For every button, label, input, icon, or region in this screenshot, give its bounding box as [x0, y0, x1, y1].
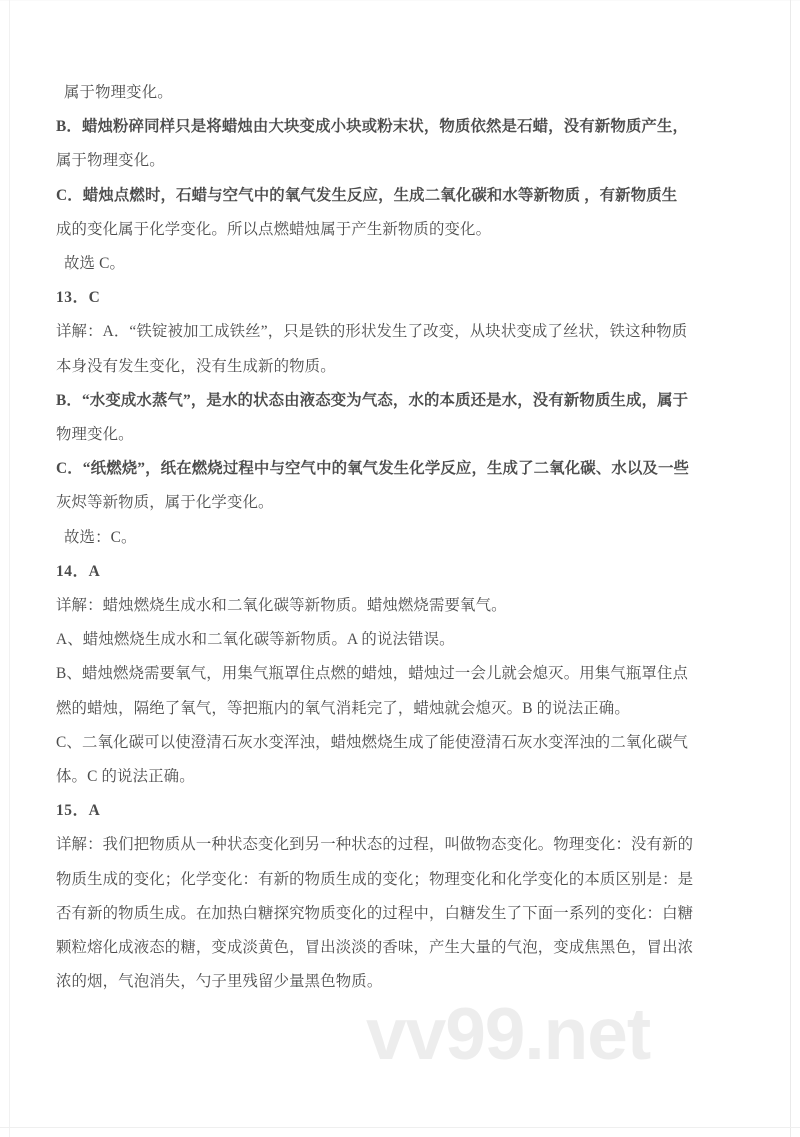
- text-line: 故选：C。: [64, 528, 137, 546]
- answer-heading: 13．C: [56, 289, 101, 307]
- text-line: 故选 C。: [64, 255, 126, 273]
- page-edge-top: [0, 0, 800, 1]
- text-line: C．“纸燃烧”，纸在燃烧过程中与空气中的氧气发生化学反应，生成了二氧化碳、水以及一些: [56, 460, 690, 478]
- text-line: 物质生成的变化；化学变化：有新的物质生成的变化；物理变化和化学变化的本质区别是：是: [56, 870, 694, 888]
- site-watermark: vv99.net: [366, 994, 651, 1075]
- text-line: 物理变化。: [56, 426, 134, 444]
- text-line: 灰烬等新物质，属于化学变化。: [56, 494, 274, 512]
- page-edge-left: [9, 0, 10, 1137]
- text-line: B．蜡烛粉碎同样只是将蜡烛由大块变成小块或粉末状，物质依然是石蜡，没有新物质产生，: [56, 118, 689, 136]
- text-line: 详解：蜡烛燃烧生成水和二氧化碳等新物质。蜡烛燃烧需要氧气。: [56, 597, 507, 615]
- page-edge-bottom: [0, 1127, 800, 1128]
- text-line: 否有新的物质生成。在加热白糖探究物质变化的过程中，白糖发生了下面一系列的变化：白糖: [56, 904, 694, 922]
- text-line: 体。C 的说法正确。: [56, 768, 195, 786]
- text-line: B、蜡烛燃烧需要氧气，用集气瓶罩住点燃的蜡烛，蜡烛过一会儿就会熄灭。用集气瓶罩住点: [56, 665, 689, 683]
- text-line: C、二氧化碳可以使澄清石灰水变浑浊，蜡烛燃烧生成了能使澄清石灰水变浑浊的二氧化碳气: [56, 733, 689, 751]
- answer-heading: 14．A: [56, 562, 101, 580]
- text-line: 燃的蜡烛，隔绝了氧气，等把瓶内的氧气消耗完了，蜡烛就会熄灭。B 的说法正确。: [56, 699, 630, 717]
- text-line: 属于物理变化。: [64, 84, 173, 101]
- text-line: 详解：A．“铁锭被加工成铁丝”，只是铁的形状发生了改变，从块状变成了丝状，铁这种物质: [56, 323, 688, 341]
- text-line: 颗粒熔化成液态的糖，变成淡黄色，冒出淡淡的香味，产生大量的气泡，变成焦黑色，冒出浓: [56, 939, 694, 957]
- text-line: 属于物理变化。: [56, 152, 165, 170]
- text-line: 本身没有发生变化，没有生成新的物质。: [56, 357, 336, 375]
- text-line: 详解：我们把物质从一种状态变化到另一种状态的过程，叫做物态变化。物理变化：没有新的: [56, 836, 694, 854]
- document-body: [56, 76, 740, 999]
- text-line: 成的变化属于化学变化。所以点燃蜡烛属于产生新物质的变化。: [56, 220, 492, 238]
- answer-heading: 15．A: [56, 802, 101, 820]
- page-edge-right: [790, 0, 791, 1137]
- text-line: 浓的烟，气泡消失，勺子里残留少量黑色物质。: [56, 973, 383, 991]
- text-line: A、蜡烛燃烧生成水和二氧化碳等新物质。A 的说法错误。: [56, 631, 455, 649]
- text-line: B．“水变成水蒸气”，是水的状态由液态变为气态，水的本质还是水，没有新物质生成，属于: [56, 391, 689, 409]
- text-line: C．蜡烛点燃时，石蜡与空气中的氧气发生反应，生成二氧化碳和水等新物质 ，有新物质生: [56, 186, 678, 204]
